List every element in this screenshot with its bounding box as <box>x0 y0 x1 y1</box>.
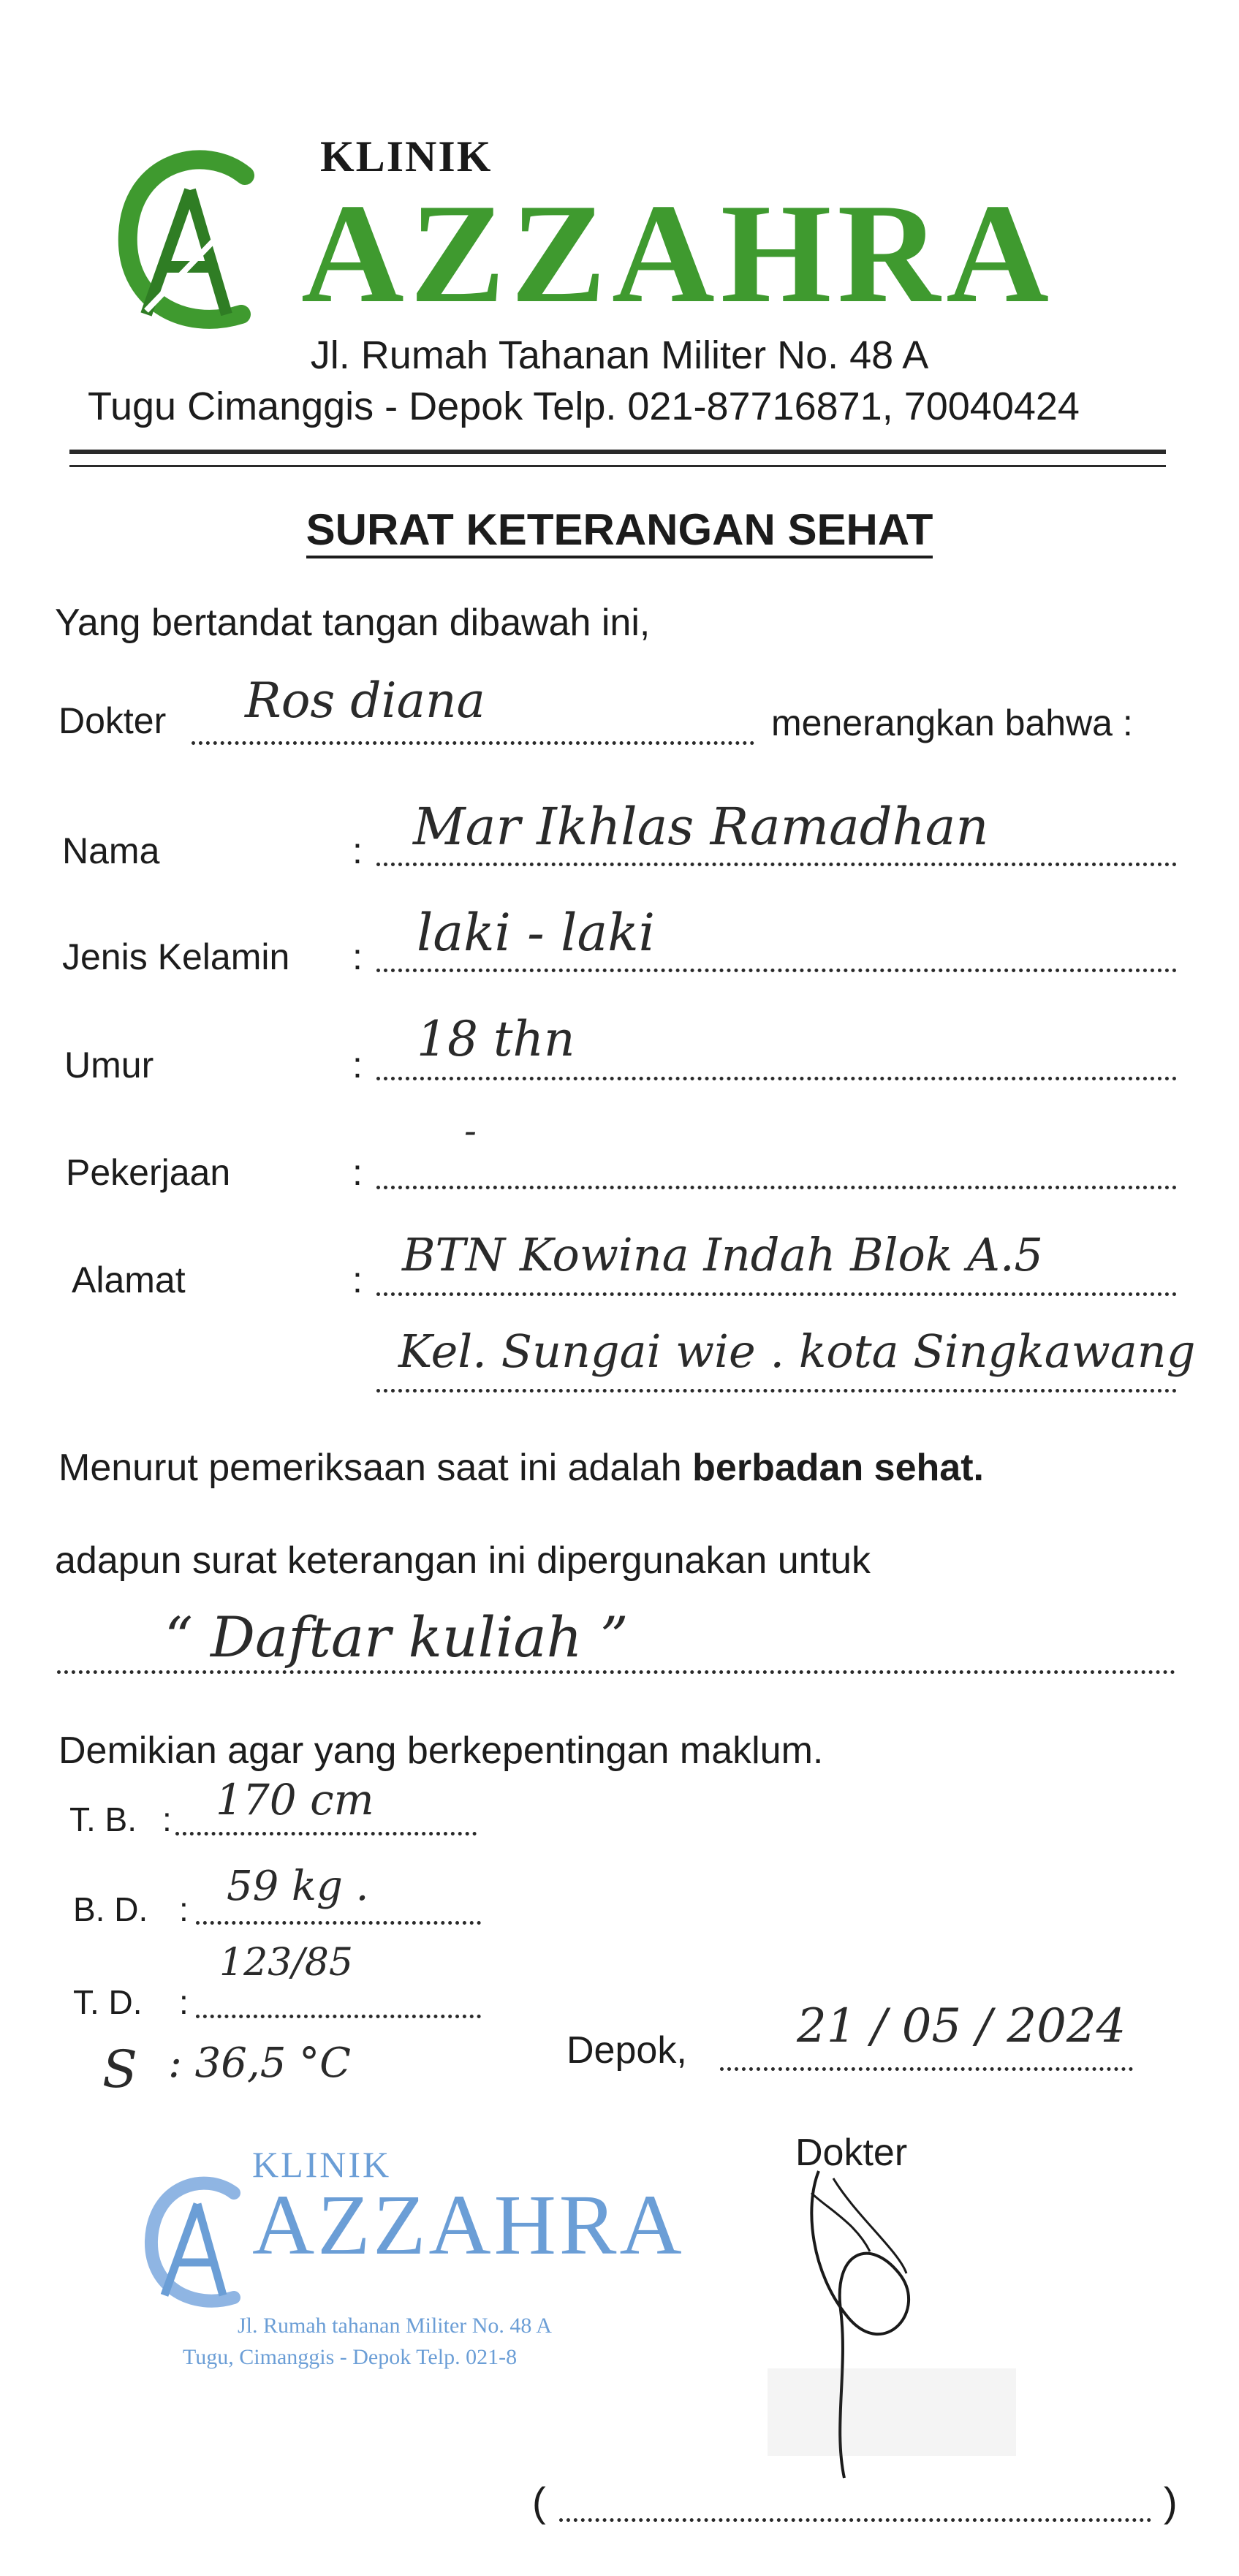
td-colon: : <box>179 1983 189 2021</box>
td-value: 123/85 <box>219 1941 353 1985</box>
alamat-label: Alamat <box>72 1259 186 1300</box>
pekerjaan-colon: : <box>352 1152 363 1193</box>
umur-colon: : <box>352 1045 363 1086</box>
doctor-suffix: menerangkan bahwa : <box>771 702 1133 743</box>
s-label: S <box>102 2039 137 2099</box>
closing-text: Demikian agar yang berkepentingan maklum. <box>58 1730 824 1772</box>
doctor-label: Dokter <box>58 700 167 741</box>
umur-label: Umur <box>64 1045 154 1086</box>
document-title: SURAT KETERANGAN SEHAT <box>0 504 1239 555</box>
nama-colon: : <box>352 830 363 871</box>
purpose-value: “ Daftar kuliah ” <box>164 1605 629 1670</box>
purpose-label: adapun surat keterangan ini dipergunakan untuk <box>55 1539 871 1582</box>
pekerjaan-value: - <box>464 1110 477 1152</box>
alamat-colon: : <box>352 1259 363 1300</box>
pekerjaan-dotline <box>376 1149 1177 1189</box>
alamat-value-line1: BTN Kowina Indah Blok A.5 <box>402 1228 1043 1281</box>
statement: Menurut pemeriksaan saat ini adalah berbadan sehat. <box>58 1447 984 1489</box>
bd-colon: : <box>179 1890 189 1928</box>
pekerjaan-label: Pekerjaan <box>66 1152 231 1193</box>
stamp-line-1: Jl. Rumah tahanan Militer No. 48 A <box>238 2314 552 2338</box>
tb-value: 170 cm <box>216 1775 374 1825</box>
gender-value: laki - laki <box>417 903 656 963</box>
signature-dotline <box>559 2482 1151 2522</box>
nama-value: Mar Ikhlas Ramadhan <box>413 797 989 857</box>
clinic-name: AZZAHRA <box>301 175 1056 333</box>
address-line-1: Jl. Rumah Tahanan Militer No. 48 A <box>310 333 929 377</box>
intro-text: Yang bertandat tangan dibawah ini, <box>55 602 651 644</box>
signature-label: Dokter <box>795 2132 908 2174</box>
alamat-value-line2: Kel. Sungai wie . kota Singkawang <box>398 1325 1196 1378</box>
tb-colon: : <box>162 1800 172 1838</box>
place-label: Depok, <box>567 2029 687 2072</box>
nama-label: Nama <box>62 830 160 871</box>
address-line-2: Tugu Cimanggis - Depok Telp. 021-87716871, 70040424 <box>88 384 1080 428</box>
tb-label: T. B. <box>69 1800 137 1838</box>
header-rule-thick <box>69 450 1166 454</box>
doctor-name-handwritten: Ros diana <box>245 673 485 729</box>
signature-close-paren: ) <box>1164 2479 1178 2525</box>
signature-open-paren: ( <box>532 2479 546 2525</box>
s-value: : 36,5 °C <box>168 2039 352 2087</box>
td-dotline <box>196 1981 481 2018</box>
gender-colon: : <box>352 936 363 977</box>
faint-stamp-blur <box>768 2368 1016 2456</box>
gender-label: Jenis Kelamin <box>62 936 290 977</box>
date-value: 21 / 05 / 2024 <box>797 1999 1126 2053</box>
clinic-stamp <box>128 2142 698 2383</box>
stamp-clinic-name: AZZAHRA <box>252 2177 685 2273</box>
clinic-logo <box>117 146 270 336</box>
stamp-line-2: Tugu, Cimanggis - Depok Telp. 021-8 <box>183 2345 518 2369</box>
header-rule-thin <box>69 465 1166 467</box>
bd-label: B. D. <box>73 1890 148 1928</box>
td-label: T. D. <box>73 1983 143 2021</box>
bd-value: 59 kg . <box>227 1863 369 1910</box>
umur-value: 18 thn <box>417 1011 575 1067</box>
stamp-logo-icon <box>143 2175 252 2314</box>
stamp-clinic-word: KLINIK <box>252 2144 392 2185</box>
clinic-word: KLINIK <box>320 132 493 181</box>
